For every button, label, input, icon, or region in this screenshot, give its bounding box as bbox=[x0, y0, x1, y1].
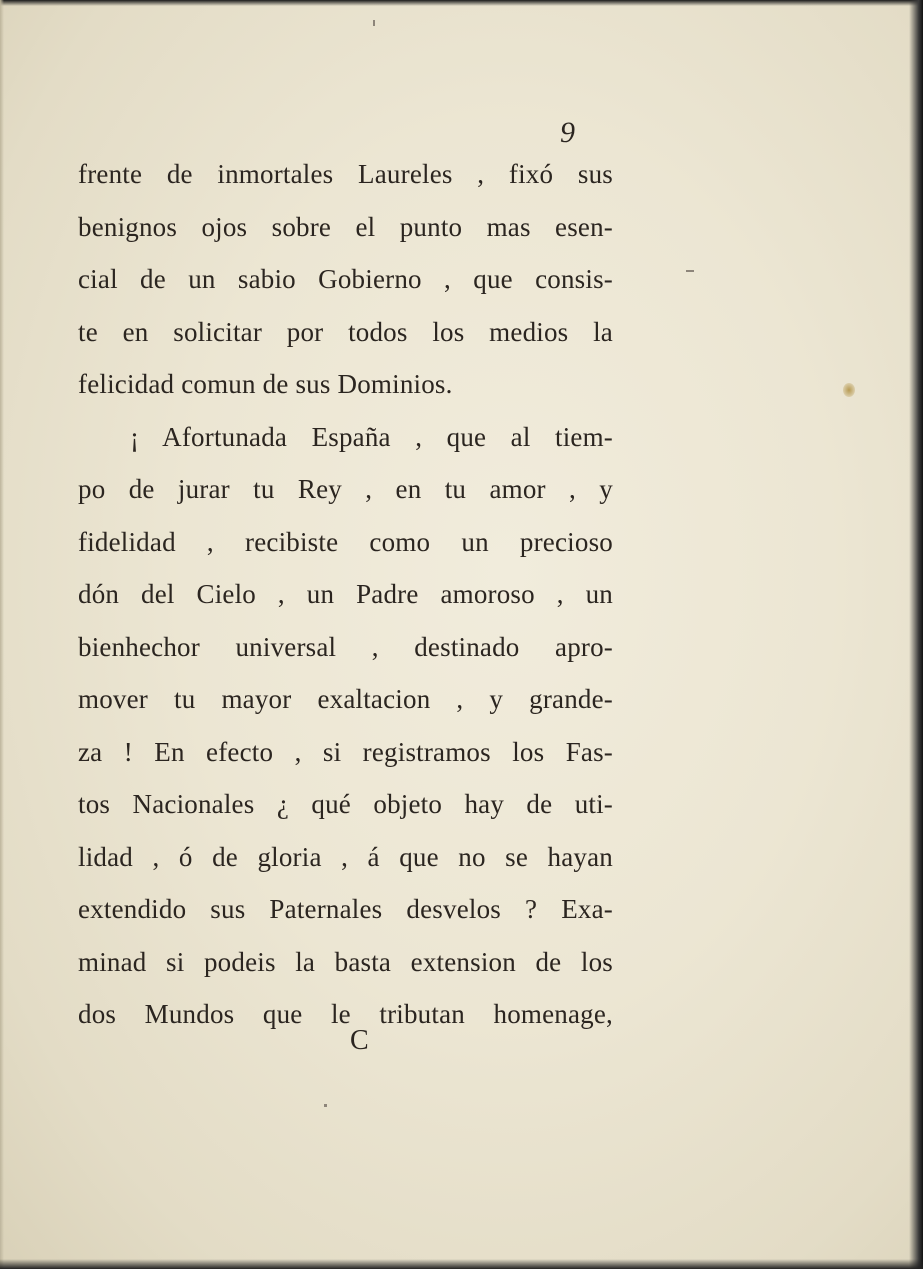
text-line: fidelidad , recibiste como un precioso bbox=[78, 526, 613, 557]
text-line: ¡ Afortunada España , que al tiem- bbox=[130, 421, 613, 452]
text-line: frente de inmortales Laureles , fixó sus bbox=[78, 159, 613, 189]
paper-stain bbox=[843, 383, 855, 397]
text-line: tos Nacionales ¿ qué objeto hay de uti- bbox=[78, 789, 613, 819]
text-line: extendido sus Paternales desvelos ? Exa- bbox=[78, 894, 613, 924]
text-line: te en solicitar por todos los medios la bbox=[78, 316, 613, 347]
text-line: dón del Cielo , un Padre amoroso , un bbox=[78, 579, 613, 609]
paper-speck bbox=[373, 20, 375, 26]
paper-speck bbox=[686, 270, 694, 272]
body-text bbox=[78, 148, 613, 1041]
text-line: za ! En efecto , si registramos los Fas- bbox=[78, 736, 613, 767]
text-line: mover tu mayor exaltacion , y grande- bbox=[78, 684, 613, 714]
scan-edge-right bbox=[909, 0, 923, 1269]
text-line: bienhechor universal , destinado apro- bbox=[78, 631, 613, 662]
scan-edge-top bbox=[0, 0, 923, 6]
text-line: benignos ojos sobre el punto mas esen- bbox=[78, 211, 613, 242]
scan-edge-bottom bbox=[0, 1259, 923, 1269]
text-line: dos Mundos que le tributan homenage, bbox=[78, 999, 613, 1029]
text-line: cial de un sabio Gobierno , que consis- bbox=[78, 264, 613, 294]
paper-speck bbox=[324, 1104, 327, 1107]
text-line: minad si podeis la basta extension de los bbox=[78, 946, 613, 977]
page-number: 9 bbox=[560, 116, 575, 149]
text-line: lidad , ó de gloria , á que no se hayan bbox=[78, 841, 613, 872]
scan-edge-left bbox=[0, 0, 4, 1269]
signature-mark: C bbox=[350, 1025, 369, 1056]
text-line: felicidad comun de sus Dominios. bbox=[78, 369, 453, 399]
text-line: po de jurar tu Rey , en tu amor , y bbox=[78, 474, 613, 504]
